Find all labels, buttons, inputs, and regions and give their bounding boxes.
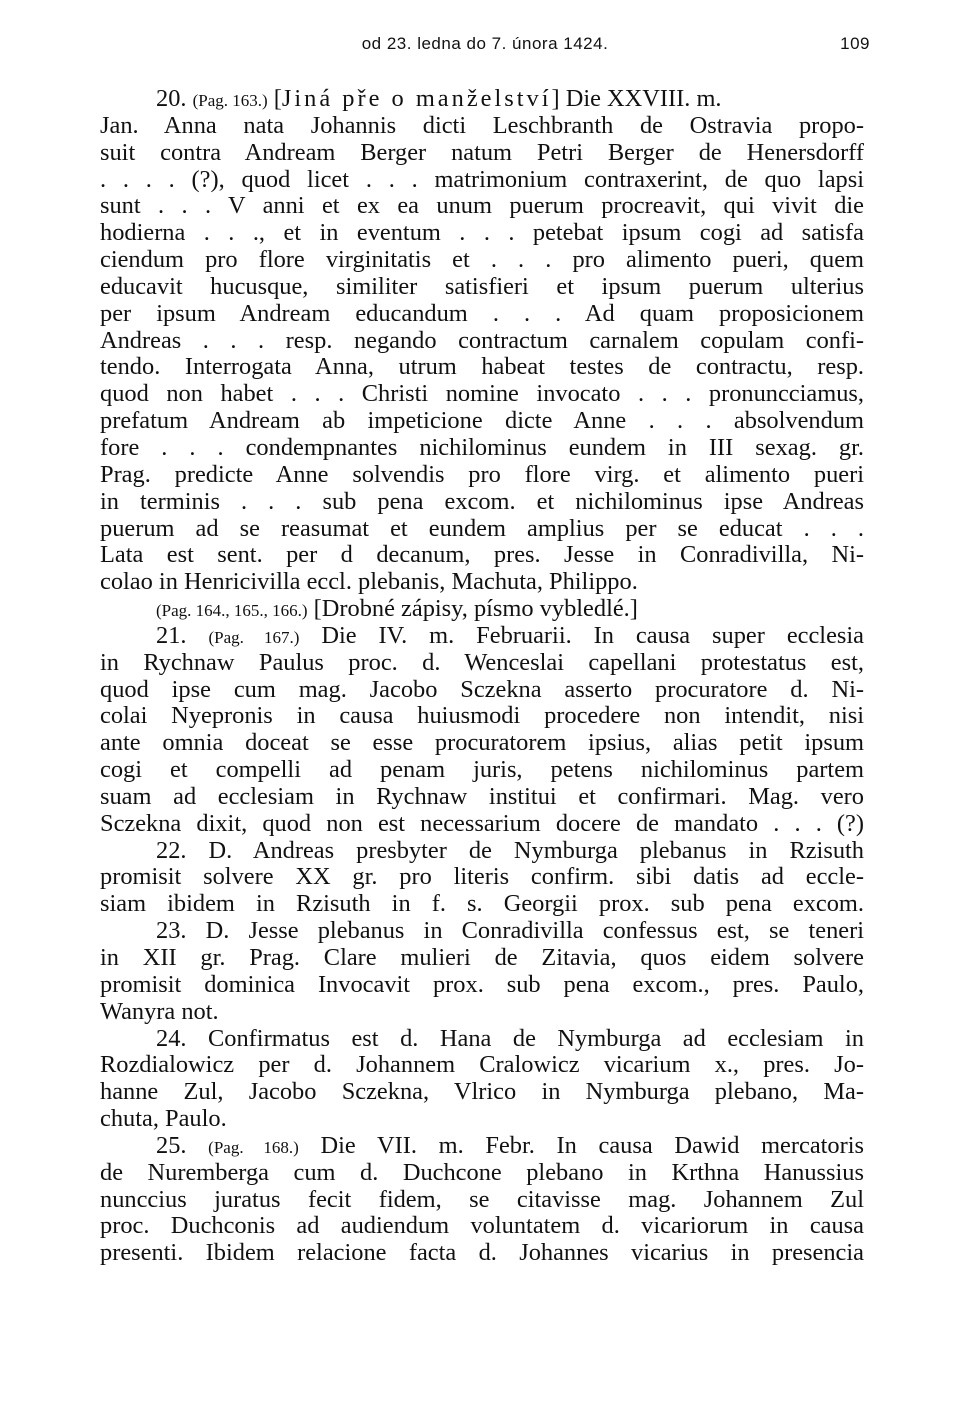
page-reference: (Pag. 168.) [208,1137,299,1157]
text-line: Lata est sent. per d decanum, pres. Jesse in Conradivilla, Ni- [100,541,864,569]
text-line: de Nuremberga cum d. Duchcone plebano in Krthna Hanussius [100,1158,864,1186]
page-reference: (Pag. 167.) [208,627,300,647]
text-line: 24. Confirmatus est d. Hana de Nymburga ad ecclesiam in [156,1024,864,1052]
text-line: 23. D. Jesse plebanus in Conradivilla confessus est, se teneri [156,917,864,945]
text-line: Andreas . . . resp. negando contractum carnalem copulam confi- [100,326,864,354]
text-line: chuta, Paulo. [100,1105,227,1133]
text-line [100,596,864,623]
text-line [100,1133,864,1160]
text-segment: Die IV. m. Februarii. In causa super ecclesia [299,621,864,649]
entry-number: 20. [156,85,193,112]
page-reference: (Pag. 163.) [192,91,268,110]
text-line: cogi et compelli ad penam juris, petens nichilominus partem [100,756,864,784]
text-line [100,623,864,650]
text-line: colao in Henricivilla eccl. plebanis, Machuta, Philippo. [100,568,638,596]
text-line: puerum ad se reasumat et eundem amplius per se educat . . . [100,514,864,542]
text-line: quod non habet . . . Christi nomine invocato . . . pronuncciamus, [100,380,864,408]
text-line: per ipsum Andream educandum . . . Ad quam proposicionem [100,299,864,327]
text-line: suam ad ecclesiam in Rychnaw institui et confirmari. Mag. vero [100,782,864,810]
text-line: prefatum Andream ab impeticione dicte Anne . . . absolvendum [100,407,864,435]
text-line: fore . . . condempnantes nichilominus eundem in III sexag. gr. [100,433,864,461]
text-line: in XII gr. Prag. Clare mulieri de Zitavia, quos eidem solvere [100,944,864,971]
text-line: tendo. Interrogata Anna, utrum habeat testes de contractu, resp. [100,353,864,381]
text-line: promisit dominica Invocavit prox. sub pena excom., pres. Paulo, [100,970,864,998]
text-line: ante omnia doceat se esse procuratorem ipsius, alias petit ipsum [100,729,864,757]
text-line: sunt . . . V anni et ex ea unum puerum procreavit, qui vivit die [100,192,864,220]
text-line: Wanyra not. [100,997,219,1025]
text-line: in Rychnaw Paulus proc. d. Wenceslai capellani protestatus est, [100,648,864,676]
spaced-heading: Jiná pře o manželství [281,85,552,112]
text-line: hanne Zul, Jacobo Sczekna, Vlrico in Nymburga plebano, Ma- [100,1078,864,1106]
text-line: quod ipse cum mag. Jacobo Sczekna asserto procuratore d. Ni- [100,675,864,703]
text-segment: Die VII. m. Febr. In causa Dawid mercatoris [298,1131,865,1159]
text-segment: [Drobné zápisy, písmo vybledlé.] [307,595,638,623]
text-line: siam ibidem in Rzisuth in f. s. Georgii prox. sub pena excom. [100,890,864,918]
text-line: nunccius juratus fecit fidem, se citavisse mag. Johannem Zul [100,1185,864,1213]
entry-number: 21. [156,621,209,649]
text-line: in terminis . . . sub pena excom. et nichilominus ipse Andreas [100,487,864,515]
text-segment: ] Die XXVIII. m. [551,85,722,112]
text-line: ciendum pro flore virginitatis et . . . pro alimento pueri, quem [100,246,864,274]
text-line: Jan. Anna nata Johannis dicti Leschbranth de Ostravia propo- [100,111,864,139]
text-line: colai Nyepronis in causa huiusmodi procedere non intendit, nisi [100,702,864,730]
text-line: suit contra Andream Berger natum Petri Berger de Henersdorff [100,138,864,166]
entry-number: 25. [156,1131,209,1159]
text-line: promisit solvere XX gr. pro literis confirm. sibi datis ad eccle- [100,863,864,891]
text-line: Prag. predicte Anne solvendis pro flore virg. et alimento pueri [100,460,864,488]
text-line [100,86,864,113]
text-line: presenti. Ibidem relacione facta d. Johannes vicarius in presencia [100,1239,864,1267]
body-text [100,86,864,1267]
text-line: educavit hucusque, similiter satisfieri et ipsum puerum ulterius [100,272,864,300]
text-line: hodierna . . ., et in eventum . . . petebat ipsum cogi ad satisfa [100,219,864,247]
running-header [100,34,870,64]
text-segment: [ [267,85,282,112]
text-line: proc. Duchconis ad audiendum voluntatem d. vicariorum in causa [100,1212,864,1240]
text-line: . . . . (?), quod licet . . . matrimonium contraxerint, de quo lapsi [100,165,864,193]
text-line: Sczekna dixit, quod non est necessarium docere de mandato . . . (?) [100,809,864,837]
running-title: od 23. ledna do 7. února 1424. [361,34,609,53]
page-reference: (Pag. 164., 165., 166.) [156,601,308,621]
text-line: Rozdialowicz per d. Johannem Cralowicz vicarium x., pres. Jo- [100,1051,864,1079]
text-line: 22. D. Andreas presbyter de Nymburga plebanus in Rzisuth [156,836,864,864]
page-number: 109 [840,34,870,53]
